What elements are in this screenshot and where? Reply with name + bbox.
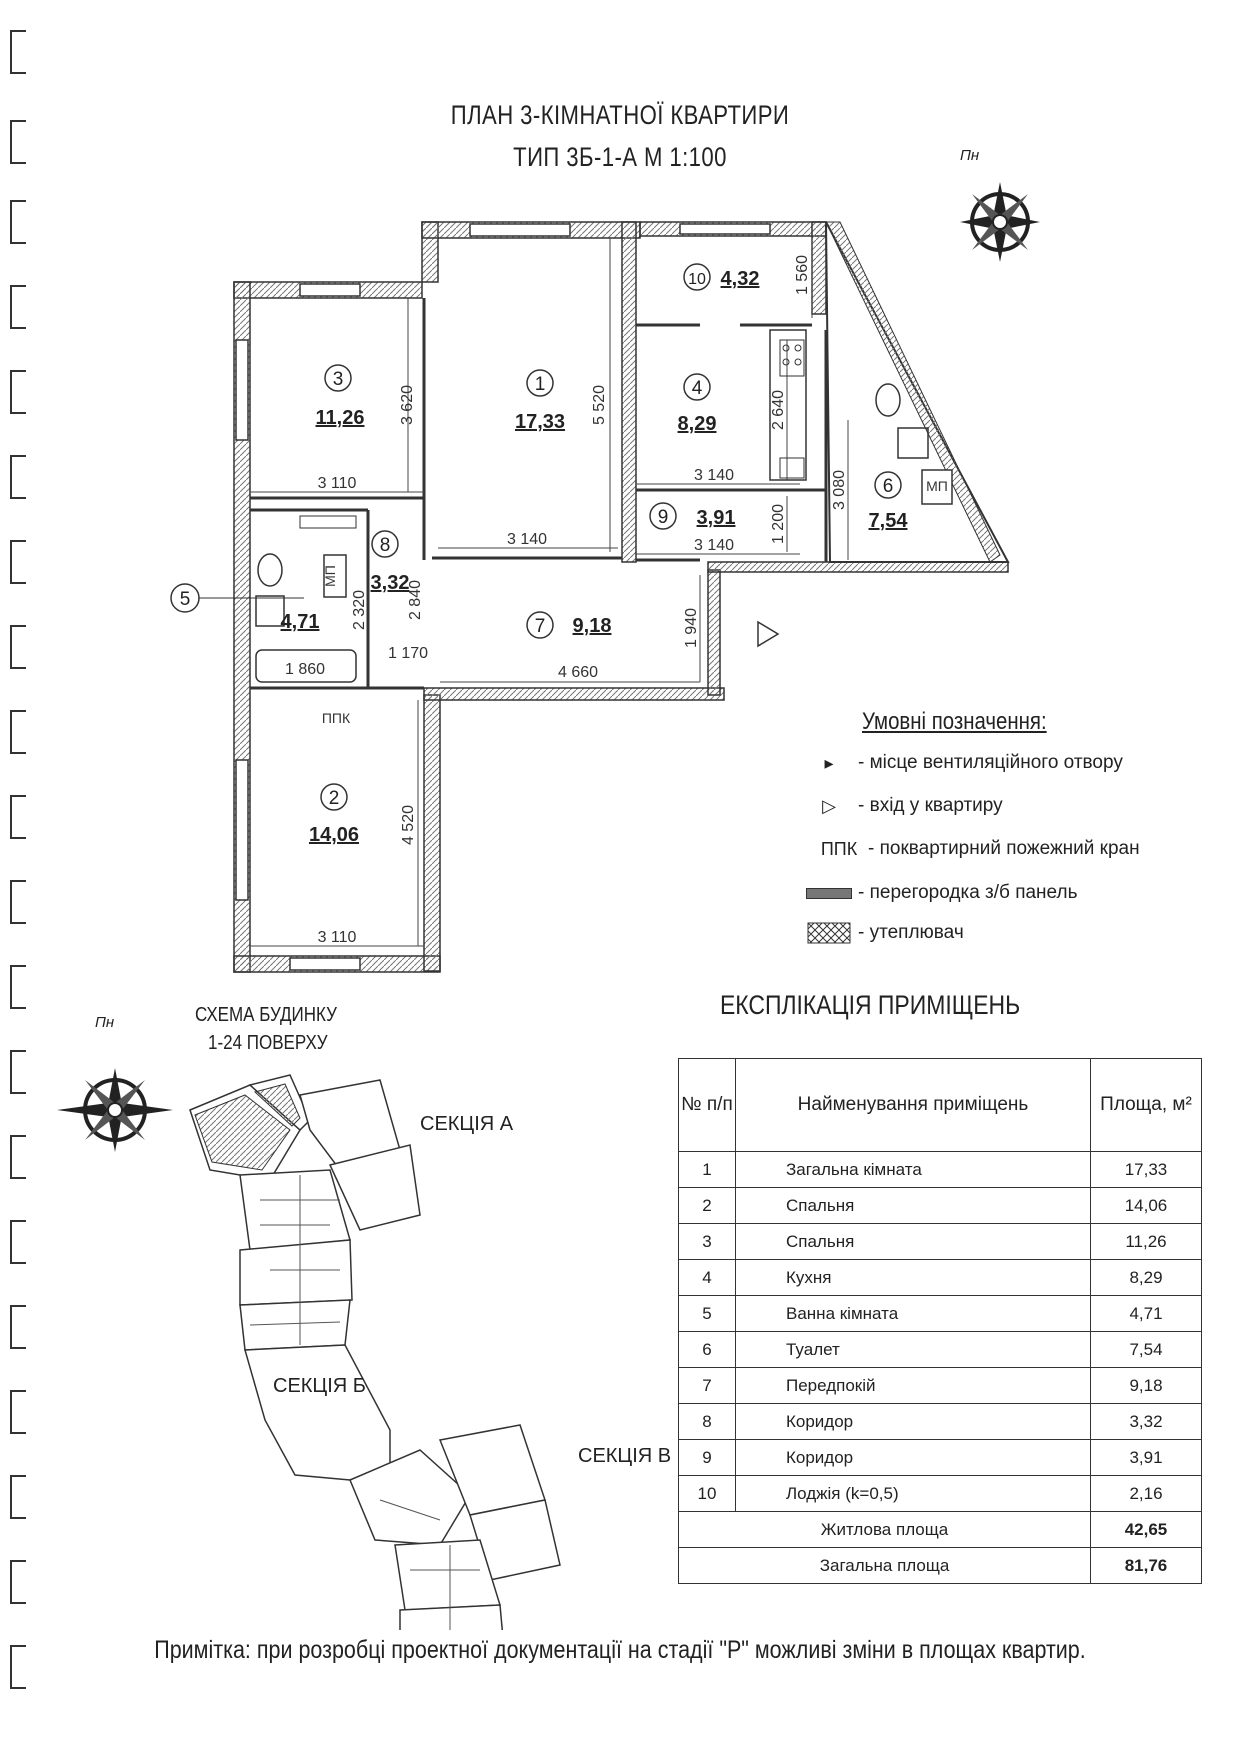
room-9-area: 3,91 xyxy=(696,507,736,529)
table-row: 9 Коридор 3,91 xyxy=(679,1440,1202,1476)
room-4-number: 4 xyxy=(691,378,703,399)
legend-item-vent: ▸ - місце вентиляційного отвору xyxy=(800,752,1123,774)
compass-icon xyxy=(57,1068,173,1152)
dim-2840: 2 840 xyxy=(407,579,424,621)
binder-mark xyxy=(10,1645,26,1689)
vent-icon: ▸ xyxy=(824,752,834,773)
living-area-row: Житлова площа 42,65 xyxy=(679,1512,1202,1548)
dim-2640: 2 640 xyxy=(770,389,787,431)
panel-icon xyxy=(800,888,858,899)
dim-3110-top: 3 110 xyxy=(317,475,357,492)
room-8-area: 3,32 xyxy=(370,572,410,594)
room-6-number: 6 xyxy=(882,476,894,497)
plan-subtitle: ТИП 3Б-1-А М 1:100 xyxy=(513,142,727,172)
dim-3080: 3 080 xyxy=(831,469,848,511)
room-10-number: 10 xyxy=(688,271,706,288)
room-2-number: 2 xyxy=(328,788,340,809)
room-3-number: 3 xyxy=(332,369,344,390)
dim-4520: 4 520 xyxy=(400,804,417,846)
table-row: 1 Загальна кімната 17,33 xyxy=(679,1152,1202,1188)
header-name: Найменування приміщень xyxy=(736,1059,1091,1152)
dim-1200: 1 200 xyxy=(770,503,787,545)
room-3-area: 11,26 xyxy=(315,407,365,429)
total-area-row: Загальна площа 81,76 xyxy=(679,1548,1202,1584)
room-7-number: 7 xyxy=(534,616,546,637)
explication-table xyxy=(678,1058,1202,1584)
table-row: 5 Ванна кімната 4,71 xyxy=(679,1296,1202,1332)
scheme-subtitle: 1-24 ПОВЕРХУ xyxy=(208,1032,328,1054)
table-row: 4 Кухня 8,29 xyxy=(679,1260,1202,1296)
legend-title: Умовні позначення: xyxy=(862,708,1047,735)
dim-5520: 5 520 xyxy=(591,384,608,426)
dim-1170: 1 170 xyxy=(387,645,429,662)
dim-2320: 2 320 xyxy=(351,589,368,631)
compass-north-label: Пн xyxy=(960,147,980,164)
entry-icon: ▷ xyxy=(822,795,836,816)
legend-item-panel: - перегородка з/б панель xyxy=(800,882,1077,904)
legend-item-insulation: - утеплювач xyxy=(800,922,964,944)
dim-3140-b: 3 140 xyxy=(693,467,735,484)
room-10-area: 4,32 xyxy=(720,268,760,290)
legend-item-entry: ▷ - вхід у квартиру xyxy=(800,795,1003,817)
table-row: 10 Лоджія (k=0,5) 2,16 xyxy=(679,1476,1202,1512)
section-a-label: СЕКЦІЯ А xyxy=(420,1113,514,1135)
table-row: 6 Туалет 7,54 xyxy=(679,1332,1202,1368)
room-8-number: 8 xyxy=(379,535,391,556)
plan-title: ПЛАН 3-КІМНАТНОЇ КВАРТИРИ xyxy=(450,100,790,130)
room-9-number: 9 xyxy=(657,507,669,528)
room-5-number: 5 xyxy=(179,589,191,610)
building-scheme xyxy=(0,1000,680,1630)
compass-north-label: Пн xyxy=(95,1014,115,1031)
table-row: 8 Коридор 3,32 xyxy=(679,1404,1202,1440)
dim-3110-bottom: 3 110 xyxy=(317,929,357,946)
table-row: 3 Спальня 11,26 xyxy=(679,1224,1202,1260)
dim-3140-a: 3 140 xyxy=(506,531,548,548)
compass-icon xyxy=(960,182,1040,262)
room-7-area: 9,18 xyxy=(572,615,612,637)
section-v-label: СЕКЦІЯ В xyxy=(578,1445,672,1467)
header-num: № п/п xyxy=(679,1059,736,1152)
room-1-number: 1 xyxy=(534,374,546,395)
room-1-area: 17,33 xyxy=(514,411,566,433)
dim-1940: 1 940 xyxy=(683,607,700,649)
dim-3140-c: 3 140 xyxy=(693,537,735,554)
dim-3620: 3 620 xyxy=(399,384,416,426)
mp-label-bath: МП xyxy=(322,565,338,587)
section-b-label: СЕКЦІЯ Б xyxy=(273,1375,366,1397)
room-2-area: 14,06 xyxy=(308,824,360,846)
table-row: 7 Передпокій 9,18 xyxy=(679,1368,1202,1404)
insulation-icon xyxy=(800,922,858,944)
room-4-area: 8,29 xyxy=(677,413,717,435)
room-5-area: 4,71 xyxy=(280,611,320,633)
header-area: Площа, м² xyxy=(1091,1059,1202,1152)
legend-item-ppk: ППК - поквартирний пожежний кран xyxy=(820,838,1140,859)
dim-4660: 4 660 xyxy=(557,664,599,681)
dim-1860: 1 860 xyxy=(284,661,326,678)
dim-1560: 1 560 xyxy=(794,254,811,296)
footnote: Примітка: при розробці проектної документації на стадії "Р" можливі зміни в площах квартир. xyxy=(154,1636,1086,1664)
ppk-label: ППК xyxy=(321,710,351,726)
mp-label-toilet: МП xyxy=(926,478,948,494)
scheme-title: СХЕМА БУДИНКУ xyxy=(195,1004,337,1026)
table-row: 2 Спальня 14,06 xyxy=(679,1188,1202,1224)
room-6-area: 7,54 xyxy=(868,510,908,532)
explication-title: ЕКСПЛІКАЦІЯ ПРИМІЩЕНЬ xyxy=(720,990,1021,1020)
